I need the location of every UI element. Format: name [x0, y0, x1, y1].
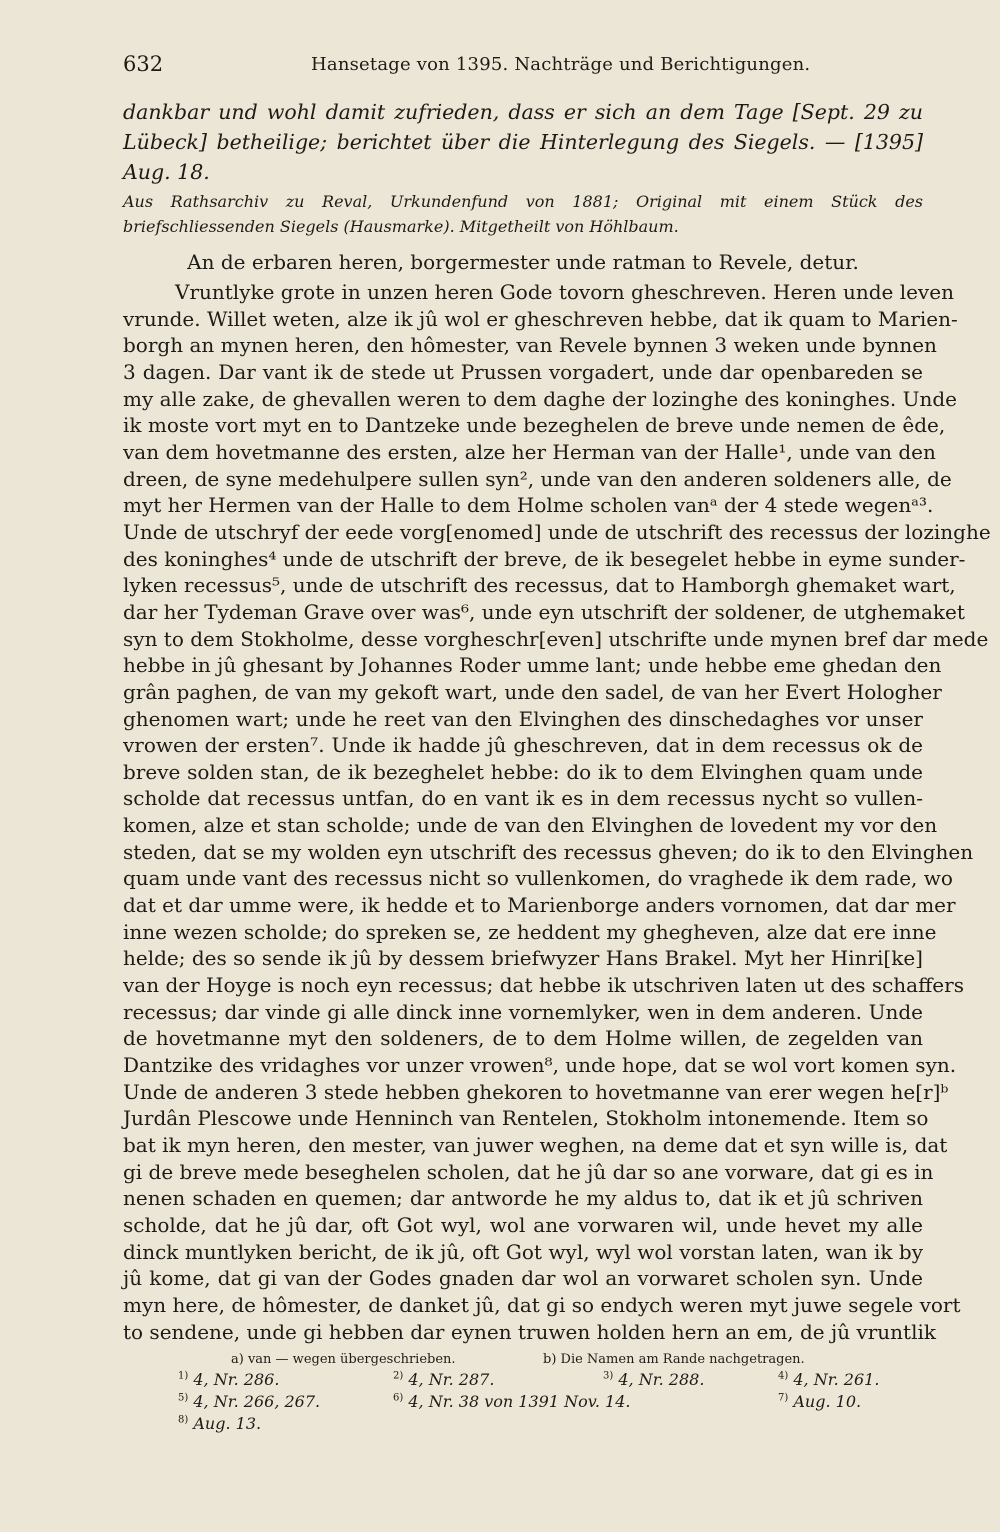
text-line: borgh an mynen heren, den hômester, van Revele bynnen 3 weken unde bynnen	[123, 333, 937, 358]
text-line: Unde de utschryf der eede vorg[enomed] unde de utschrift des recessus der lozinghe	[123, 519, 991, 544]
text-line: scholde, dat he jû dar, oft Got wyl, wol ane vorwaren wil, unde hevet my alle	[123, 1212, 923, 1237]
text-line: ik moste vort myt en to Dantzeke unde bezeghelen de breve unde nemen de êde,	[123, 413, 946, 438]
text-line: inne wezen scholde; do spreken se, ze heddent my ghegheven, alze dat ere inne	[123, 919, 937, 944]
text-line: bat ik myn heren, den mester, van juwer weghen, na deme dat et syn wille is, dat	[123, 1133, 948, 1157]
text-line: 3 dagen. Dar vant ik de stede ut Prussen vorgadert, unde dar openbareden se	[123, 359, 923, 384]
footnote: $^{1)}$ 4, Nr. 286.	[178, 1370, 280, 1389]
text-line: vrunde. Willet weten, alze ik jû wol er gheschreven hebbe, dat ik quam to Marien-	[123, 306, 958, 331]
text-line: des koninghes⁴ unde de utschrift der breve, de ik besegelet hebbe in eyme sunder-	[123, 546, 966, 571]
text-line: ghenomen wart; unde he reet van den Elvinghen des dinschedaghes vor unser	[123, 706, 923, 731]
footnotes-area	[123, 1346, 923, 1436]
text-line: hebbe in jû ghesant by Johannes Roder umme lant; unde hebbe eme ghedan den	[123, 653, 942, 678]
document-summary: dankbar und wohl damit zufrieden, dass er sich an dem Tage [Sept. 29 zu Lübeck] betheilige; berichtet über die Hinterlegung des Siegels. — [1395] Aug. 18.	[123, 100, 923, 184]
text-line: myn here, de hômester, de danket jû, dat gi so endych weren myt juwe segele vort	[123, 1292, 961, 1317]
text-line: dinck muntlyken bericht, de ik jû, oft Got wyl, wyl wol vorstan laten, wan ik by	[123, 1239, 923, 1264]
footnote-row	[123, 1392, 923, 1414]
footnote-row	[123, 1414, 923, 1436]
page-header	[123, 52, 923, 82]
text-line: quam unde vant des recessus nicht so vullenkomen, do vraghede ik dem rade, wo	[123, 866, 953, 891]
page-content	[123, 97, 991, 1345]
footnote-row	[123, 1370, 923, 1392]
text-line: grân paghen, de van my gekoft wart, unde den sadel, de van her Evert Hologher	[123, 679, 942, 704]
footnote: $^{2)}$ 4, Nr. 287.	[393, 1370, 495, 1389]
text-line: Vruntlyke grote in unzen heren Gode tovorn gheschreven. Heren unde leven	[175, 280, 954, 304]
text-line: komen, alze et stan scholde; unde de van den Elvinghen de lovedent my vor den	[123, 813, 938, 838]
text-line: myt her Hermen van der Halle to dem Holme scholen vanᵃ der 4 stede wegenᵃ³.	[123, 493, 934, 518]
text-line: vrowen der ersten⁷. Unde ik hadde jû gheschreven, dat in dem recessus ok de	[123, 733, 923, 758]
text-line: van der Hoyge is noch eyn recessus; dat hebbe ik utschriven laten ut des schaffers	[123, 973, 964, 998]
text-line: Unde de anderen 3 stede hebben ghekoren to hovetmanne van erer wegen he[r]ᵇ	[123, 1079, 949, 1104]
footnote: $^{3)}$ 4, Nr. 288.	[603, 1370, 705, 1389]
text-line: syn to dem Stokholme, desse vorgheschr[even] utschrifte unde mynen bref dar mede	[123, 626, 989, 651]
text-line: recessus; dar vinde gi alle dinck inne vornemlyker, wen in dem anderen. Unde	[123, 999, 923, 1024]
variant-note-b: b) Die Namen am Rande nachgetragen.	[543, 1352, 805, 1367]
page-number: 632	[123, 52, 164, 76]
text-line: dreen, de syne medehulpere sullen syn², unde van den anderen soldeners alle, de	[123, 466, 952, 491]
text-line: lyken recessus⁵, unde de utschrift des recessus, dat to Hamborgh ghemaket wart,	[123, 573, 956, 598]
footnote: $^{5)}$ 4, Nr. 266, 267.	[178, 1392, 321, 1411]
footnote: $^{7)}$ Aug. 10.	[778, 1392, 862, 1411]
footnote: $^{8)}$ Aug. 13.	[178, 1414, 262, 1433]
text-line: breve solden stan, de ik bezeghelet hebbe: do ik to dem Elvinghen quam unde	[123, 759, 923, 784]
text-line: my alle zake, de ghevallen weren to dem daghe der lozinghe des koninghes. Unde	[123, 386, 957, 411]
text-line: scholde dat recessus untfan, do en vant ik es in dem recessus nycht so vullen-	[123, 786, 923, 811]
text-line: Jurdân Plescowe unde Henninch van Rentelen, Stokholm intonemende. Item so	[123, 1106, 929, 1131]
running-head: Hansetage von 1395. Nachträge und Berichtigungen.	[311, 54, 811, 75]
text-line: Dantzike des vridaghes vor unzer vrowen⁸, unde hope, dat se wol vort komen syn.	[123, 1053, 957, 1078]
text-line: jû kome, dat gi van der Godes gnaden dar wol an vorwaret scholen syn. Unde	[123, 1266, 923, 1291]
text-line: nenen schaden en quemen; dar antworde he my aldus to, dat ik et jû schriven	[123, 1186, 923, 1211]
footnote: $^{4)}$ 4, Nr. 261.	[778, 1370, 880, 1389]
variant-note-a: a) van — wegen übergeschrieben.	[231, 1352, 456, 1367]
text-line: to sendene, unde gi hebben dar eynen truwen holden hern an em, de jû vruntlik	[123, 1319, 936, 1344]
letter-body	[123, 279, 991, 1345]
text-line: dar her Tydeman Grave over was⁶, unde eyn utschrift der soldener, de utghemaket	[123, 599, 965, 624]
variant-notes	[123, 1346, 923, 1370]
text-line: gi de breve mede beseghelen scholen, dat he jû dar so ane vorware, dat gi es in	[123, 1159, 934, 1184]
text-line: steden, dat se my wolden eyn utschrift des recessus gheven; do ik to den Elvinghen	[123, 839, 974, 864]
source-note: Aus Rathsarchiv zu Reval, Urkundenfund von 1881; Original mit einem Stück des briefschliessenden Siegels (Hausmarke). Mitgetheilt von Höhlbaum.	[123, 192, 923, 236]
text-line: dat et dar umme were, ik hedde et to Marienborge anders vornomen, dat dar mer	[123, 893, 956, 918]
letter-address: An de erbaren heren, borgermester unde ratman to Revele, detur.	[187, 250, 859, 274]
text-line: de hovetmanne myt den soldeners, de to dem Holme willen, de zegelden van	[123, 1026, 923, 1051]
text-line: helde; des so sende ik jû by dessem briefwyzer Hans Brakel. Myt her Hinri[ke]	[123, 946, 923, 971]
footnote: $^{6)}$ 4, Nr. 38 von 1391 Nov. 14.	[393, 1392, 631, 1411]
text-line: van dem hovetmanne des ersten, alze her Herman van der Halle¹, unde van den	[123, 439, 936, 464]
